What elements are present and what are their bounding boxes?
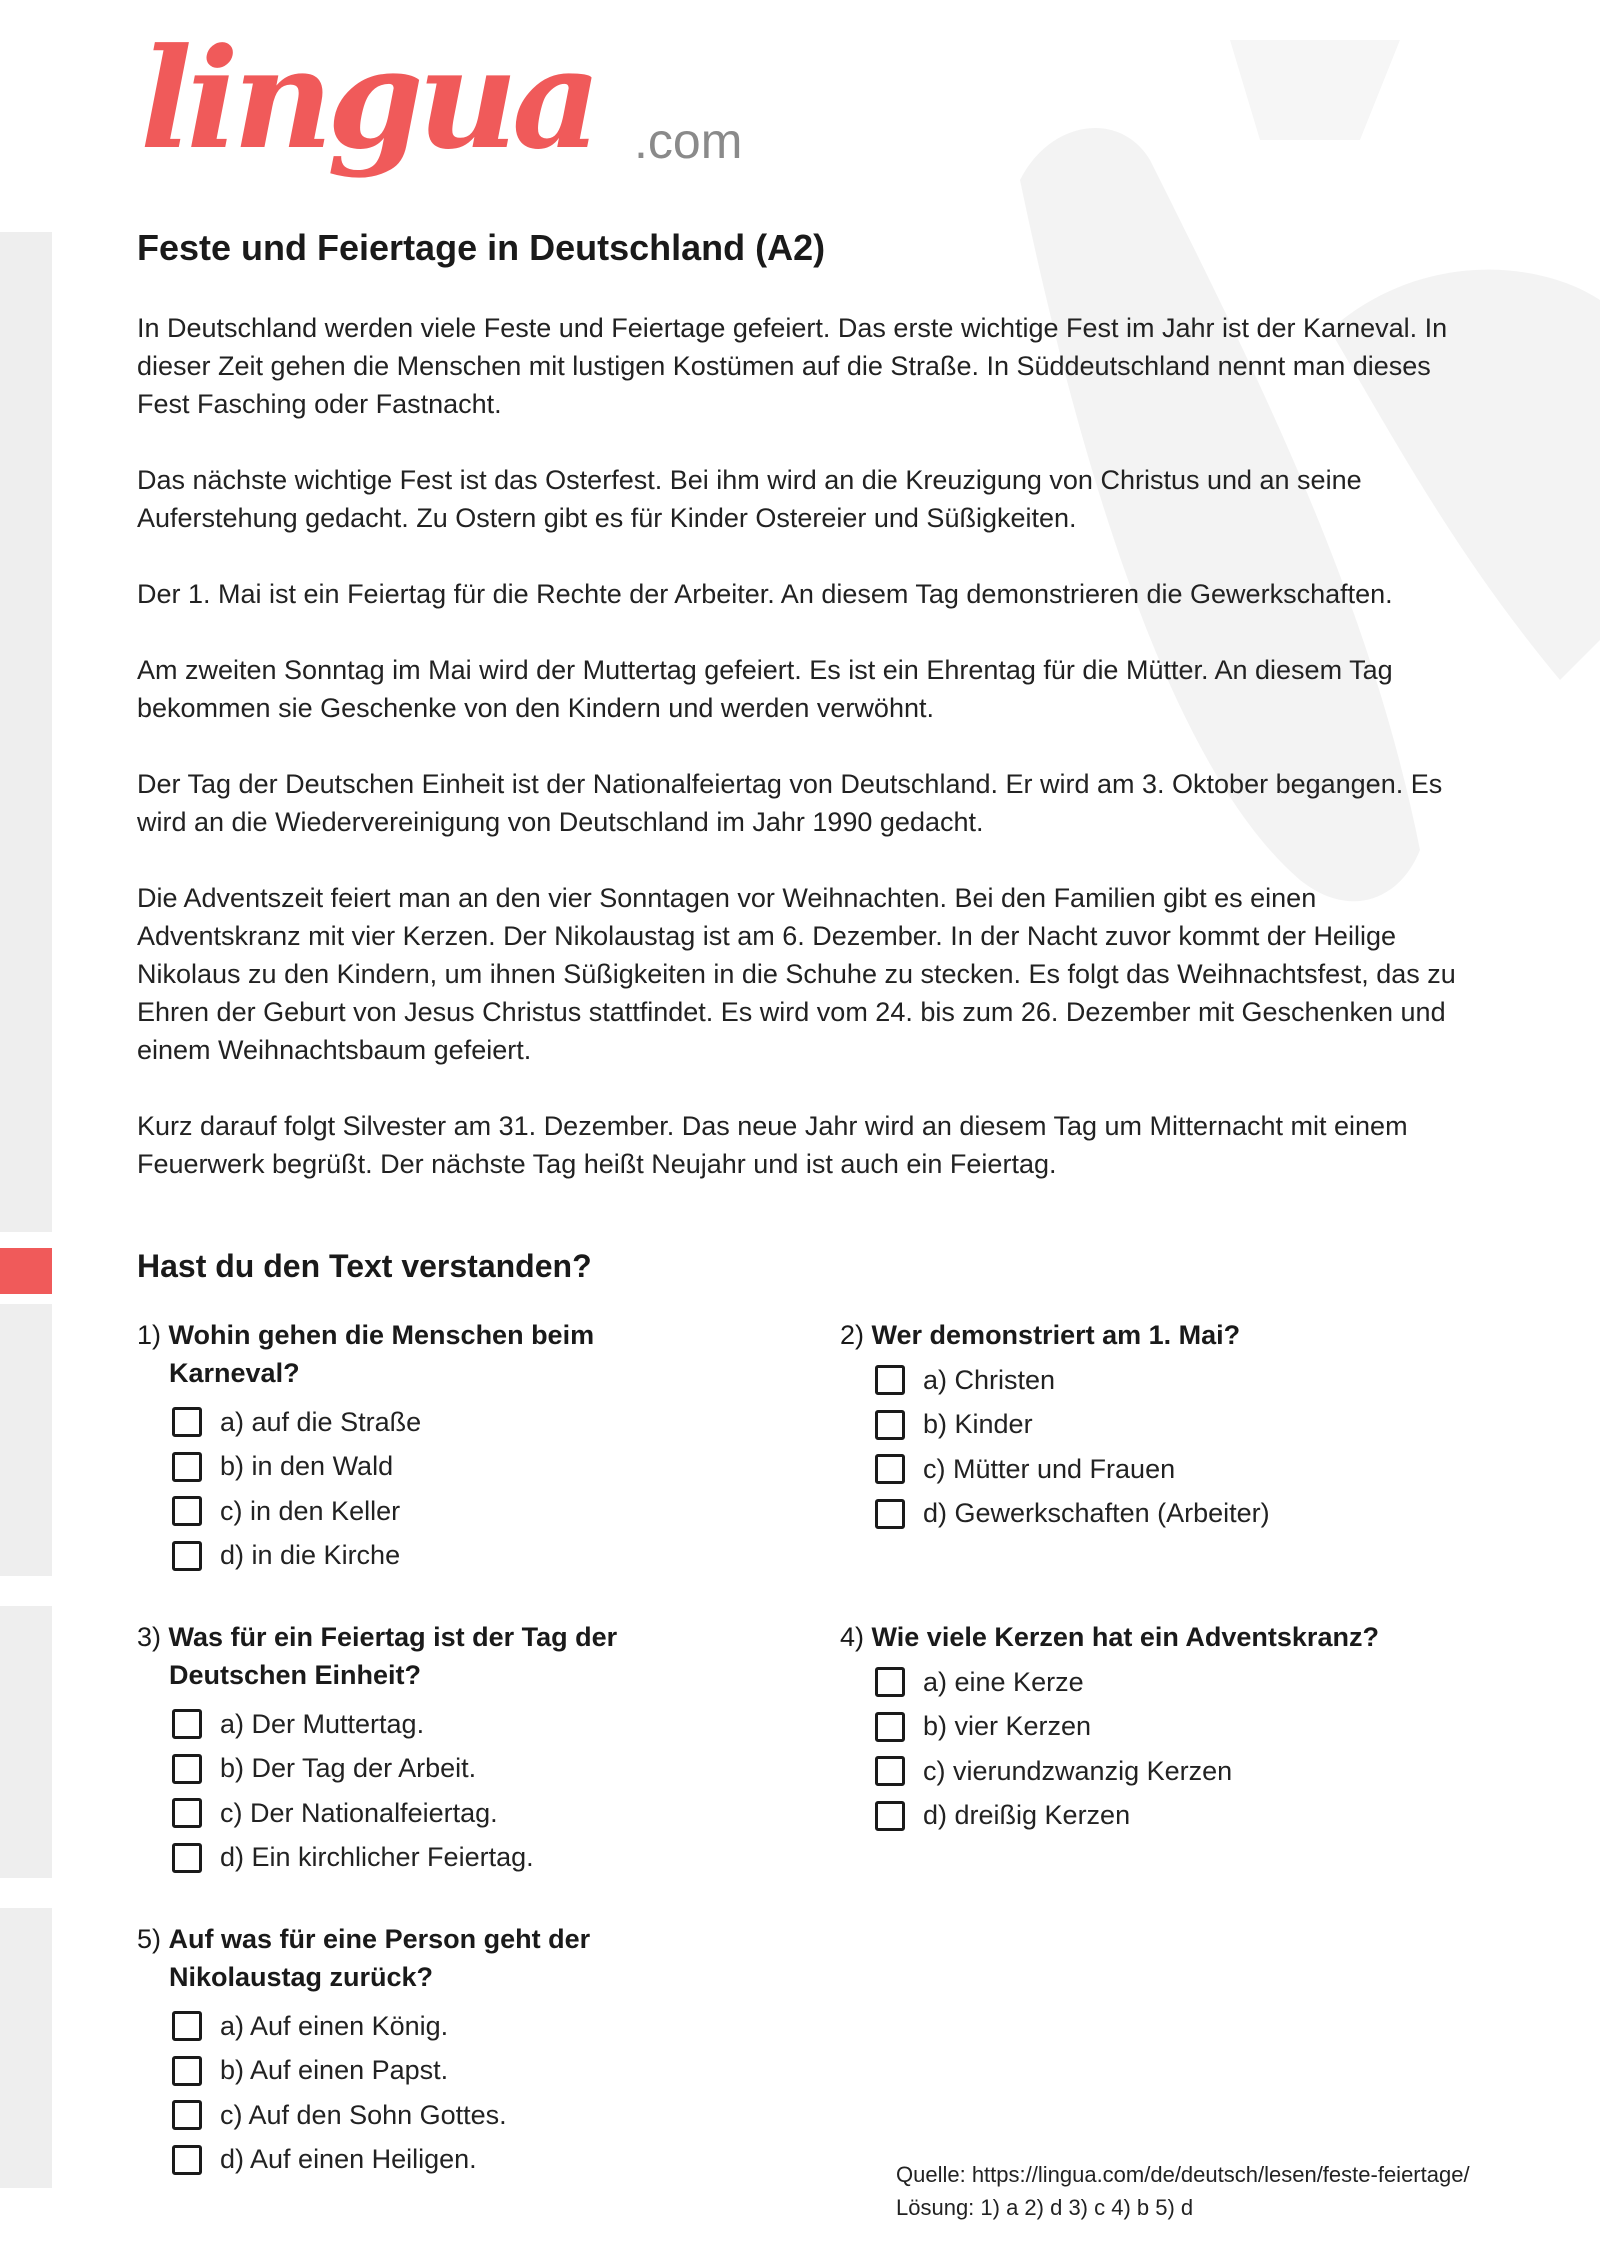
answer-option[interactable] xyxy=(875,1403,1460,1448)
answer-option[interactable] xyxy=(172,1534,697,1579)
answer-option[interactable] xyxy=(875,1447,1460,1492)
option-label: c) Auf den Sohn Gottes. xyxy=(220,2099,507,2130)
checkbox[interactable] xyxy=(172,1541,202,1571)
answer-option[interactable] xyxy=(875,1749,1460,1794)
paragraph: Der Tag der Deutschen Einheit ist der Nationalfeiertag von Deutschland. Er wird am 3. Oktober begangen. Es wird an die Wiedervereinigung von Deutschland im Jahr 1990 gedacht. xyxy=(137,769,1443,838)
answer-option[interactable] xyxy=(875,1492,1460,1537)
question-title xyxy=(840,1316,1460,1354)
option-label: b) in den Wald xyxy=(220,1451,394,1482)
checkbox[interactable] xyxy=(172,2145,202,2175)
option-label: a) Auf einen König. xyxy=(220,2010,449,2041)
answer-options xyxy=(137,1702,697,1880)
checkbox[interactable] xyxy=(172,1496,202,1526)
checkbox[interactable] xyxy=(875,1667,905,1697)
checkbox[interactable] xyxy=(875,1410,905,1440)
answer-option[interactable] xyxy=(875,1660,1460,1705)
paragraph: Die Adventszeit feiert man an den vier Sonntagen vor Weihnachten. Bei den Familien gibt es einen Adventskranz mit vier Kerzen. Der Nikolaustag ist am 6. Dezember. In der Nacht zuvor kommt der Heilige Nikolaus zu den Kindern, um ihnen Süßigkeiten in die Schuhe zu stecken. Es folgt das Weihnachtsfest, das zu Ehren der Geburt von Jesus Christus stattfindet. Es wird vom 24. bis zum 26. Dezember mit Geschenken und einem Weihnachtsbaum gefeiert. xyxy=(137,883,1456,1066)
logo-wordmark: lingua xyxy=(140,17,596,180)
answer-option[interactable] xyxy=(172,2138,697,2183)
footer xyxy=(896,2158,1470,2224)
logo-domain: .com xyxy=(634,113,743,169)
option-label: d) Gewerkschaften (Arbeiter) xyxy=(923,1498,1270,1529)
answer-option[interactable] xyxy=(172,2049,697,2094)
question-number: 2) xyxy=(840,1320,865,1350)
question-number: 3) xyxy=(137,1622,162,1652)
option-label: d) Auf einen Heiligen. xyxy=(220,2144,477,2175)
source-link[interactable]: Quelle: https://lingua.com/de/deutsch/lesen/feste-feiertage/ xyxy=(896,2162,1470,2187)
answer-option[interactable] xyxy=(172,2004,697,2049)
option-label: b) Kinder xyxy=(923,1409,1033,1440)
quiz-heading: Hast du den Text verstanden? xyxy=(137,1248,592,1284)
checkbox[interactable] xyxy=(172,1407,202,1437)
option-label: c) in den Keller xyxy=(220,1495,401,1526)
answer-option[interactable] xyxy=(172,1400,697,1445)
checkbox[interactable] xyxy=(875,1756,905,1786)
paragraph: Das nächste wichtige Fest ist das Osterfest. Bei ihm wird an die Kreuzigung von Christus und an seine Auferstehung gedacht. Zu Ostern gibt es für Kinder Ostereier und Süßigkeiten. xyxy=(137,465,1362,534)
option-label: a) Der Muttertag. xyxy=(220,1708,425,1739)
question-title xyxy=(137,1920,697,1996)
answer-option[interactable] xyxy=(172,1702,697,1747)
checkbox[interactable] xyxy=(172,1798,202,1828)
answer-option[interactable] xyxy=(172,1747,697,1792)
question-text: Auf was für eine Person geht der Nikolaustag zurück? xyxy=(168,1924,591,1992)
reading-section xyxy=(137,226,1457,1221)
checkbox[interactable] xyxy=(875,1499,905,1529)
paragraph: In Deutschland werden viele Feste und Feiertage gefeiert. Das erste wichtige Fest im Jahr ist der Karneval. In dieser Zeit gehen die Menschen mit lustigen Kostümen auf die Straße. In Süddeutschland nennt man dieses Fest Fasching oder Fastnacht. xyxy=(137,313,1448,420)
checkbox[interactable] xyxy=(172,1452,202,1482)
paragraph: Der 1. Mai ist ein Feiertag für die Rechte der Arbeiter. An diesem Tag demonstrieren die Gewerkschaften. xyxy=(137,579,1393,610)
answer-option[interactable] xyxy=(172,2093,697,2138)
checkbox[interactable] xyxy=(172,2011,202,2041)
option-label: a) eine Kerze xyxy=(923,1666,1084,1697)
question-4 xyxy=(840,1618,1460,1838)
answer-option[interactable] xyxy=(172,1489,697,1534)
question-3 xyxy=(137,1618,697,1880)
answer-option[interactable] xyxy=(172,1836,697,1881)
answer-option[interactable] xyxy=(875,1705,1460,1750)
sidebar-stripe xyxy=(0,1908,52,2188)
option-label: c) Mütter und Frauen xyxy=(923,1453,1176,1484)
checkbox[interactable] xyxy=(172,2056,202,2086)
question-number: 4) xyxy=(840,1622,865,1652)
checkbox[interactable] xyxy=(875,1454,905,1484)
page-title: Feste und Feiertage in Deutschland (A2) xyxy=(137,227,826,268)
checkbox[interactable] xyxy=(172,2100,202,2130)
question-title xyxy=(137,1316,697,1392)
solution-text: Lösung: 1) a 2) d 3) c 4) b 5) d xyxy=(896,2195,1194,2220)
question-5 xyxy=(137,1920,697,2182)
option-label: b) Auf einen Papst. xyxy=(220,2055,449,2086)
option-label: d) in die Kirche xyxy=(220,1540,401,1571)
paragraph: Am zweiten Sonntag im Mai wird der Muttertag gefeiert. Es ist ein Ehrentag für die Mütter. An diesem Tag bekommen sie Geschenke von den Kindern und werden verwöhnt. xyxy=(137,655,1393,724)
question-number: 5) xyxy=(137,1924,162,1954)
answer-options xyxy=(137,2004,697,2182)
answer-option[interactable] xyxy=(172,1445,697,1490)
option-label: a) auf die Straße xyxy=(220,1406,422,1437)
paragraph: Kurz darauf folgt Silvester am 31. Dezember. Das neue Jahr wird an diesem Tag um Mitternacht mit einem Feuerwerk begrüßt. Der nächste Tag heißt Neujahr und ist auch ein Feiertag. xyxy=(137,1111,1408,1180)
question-text: Was für ein Feiertag ist der Tag der Deutschen Einheit? xyxy=(168,1622,618,1690)
sidebar-accent xyxy=(0,1248,52,1294)
option-label: b) vier Kerzen xyxy=(923,1711,1092,1742)
checkbox[interactable] xyxy=(875,1365,905,1395)
sidebar-stripe xyxy=(0,1606,52,1878)
question-text: Wohin gehen die Menschen beim Karneval? xyxy=(168,1320,595,1388)
answer-options xyxy=(840,1660,1460,1838)
option-label: d) Ein kirchlicher Feiertag. xyxy=(220,1842,534,1873)
option-label: c) Der Nationalfeiertag. xyxy=(220,1797,498,1828)
question-number: 1) xyxy=(137,1320,162,1350)
option-label: a) Christen xyxy=(923,1364,1056,1395)
answer-option[interactable] xyxy=(172,1791,697,1836)
lingua-logo xyxy=(140,17,743,220)
question-text: Wie viele Kerzen hat ein Adventskranz? xyxy=(871,1622,1379,1652)
option-label: b) Der Tag der Arbeit. xyxy=(220,1753,477,1784)
option-label: d) dreißig Kerzen xyxy=(923,1800,1131,1831)
question-2 xyxy=(840,1316,1460,1536)
question-1 xyxy=(137,1316,697,1578)
question-text: Wer demonstriert am 1. Mai? xyxy=(871,1320,1241,1350)
sidebar-stripe xyxy=(0,232,52,1232)
sidebar-stripe xyxy=(0,1304,52,1576)
checkbox[interactable] xyxy=(172,1709,202,1739)
checkbox[interactable] xyxy=(875,1712,905,1742)
question-title xyxy=(137,1618,697,1694)
answer-options xyxy=(137,1400,697,1578)
answer-option[interactable] xyxy=(875,1794,1460,1839)
checkbox[interactable] xyxy=(172,1843,202,1873)
answer-options xyxy=(840,1358,1460,1536)
question-title xyxy=(840,1618,1460,1656)
option-label: c) vierundzwanzig Kerzen xyxy=(923,1755,1233,1786)
checkbox[interactable] xyxy=(875,1801,905,1831)
answer-option[interactable] xyxy=(875,1358,1460,1403)
checkbox[interactable] xyxy=(172,1754,202,1784)
